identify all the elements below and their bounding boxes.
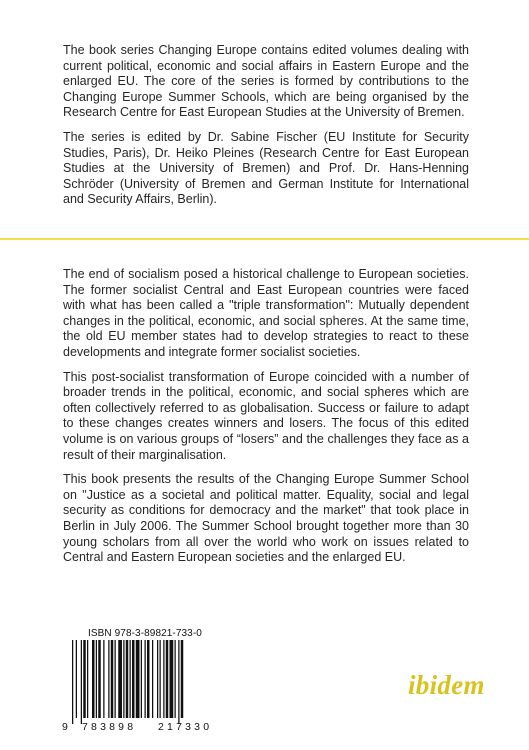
barcode-bar bbox=[96, 640, 97, 718]
barcode-bar bbox=[118, 640, 122, 718]
series-description bbox=[63, 43, 469, 217]
barcode-bar bbox=[175, 640, 176, 718]
barcode-bar bbox=[181, 640, 184, 718]
barcode-bar bbox=[98, 640, 101, 718]
series-paragraph-2: The series is edited by Dr. Sabine Fischer (EU Institute for Security Studies, Paris), Dr. Heiko Pleines (Research Centre for East European Studies at the University of Bremen) and Prof. Dr. Hans-Henning Schröder (University of Bremen and German Institute for International and Security Affairs, Berlin). bbox=[63, 129, 469, 207]
barcode-bar bbox=[87, 640, 88, 718]
barcode-bar bbox=[108, 640, 109, 718]
barcode-bar bbox=[170, 640, 174, 718]
barcode-bar bbox=[163, 640, 164, 718]
yellow-divider bbox=[0, 238, 529, 240]
barcode-bar bbox=[81, 640, 82, 724]
barcode-bar bbox=[178, 640, 179, 724]
blurb-paragraph-3: This book presents the results of the Changing Europe Summer School on "Justice as a societal and political matter. Equality, social and legal security as conditions for democracy and the market" that took place in Berlin in July 2006. The Summer School brought together more than 30 young scholars from all over the world who work on issues related to Central and Eastern European societies and the enlarged EU. bbox=[63, 472, 469, 565]
barcode-bar bbox=[136, 640, 140, 718]
barcode-bar bbox=[160, 640, 161, 718]
barcode-bar bbox=[130, 640, 131, 718]
barcode-bar bbox=[145, 640, 146, 718]
barcode-bar bbox=[166, 640, 169, 718]
barcode-bar bbox=[157, 640, 158, 718]
barcode-bar bbox=[111, 640, 114, 718]
barcode-bar bbox=[123, 640, 124, 718]
barcode-bar bbox=[132, 640, 135, 718]
barcode-bar bbox=[147, 640, 150, 718]
publisher-logo: ibidem bbox=[408, 670, 485, 700]
isbn-barcode bbox=[62, 628, 232, 734]
isbn-label: ISBN 978-3-89821-733-0 bbox=[88, 628, 202, 639]
barcode-bar bbox=[83, 640, 86, 718]
barcode-bars bbox=[62, 640, 232, 724]
barcode-bar bbox=[115, 640, 116, 718]
blurb-paragraph-1: The end of socialism posed a historical challenge to European societies. The former socialist Central and East European countries were faced with what has been called a "triple transformation": Mutually dependent changes in the political, economic, and social spheres. At the same time, the old EU member states had to develop strategies to react to these developments and integrate former socialist societies. bbox=[63, 267, 469, 359]
barcode-bar bbox=[103, 640, 104, 718]
barcode-bar bbox=[141, 640, 142, 718]
barcode-digits-right: 217330 bbox=[158, 721, 213, 733]
blurb-paragraph-2: This post-socialist transformation of Europe coincided with a number of broader trends in the political, economic, and social spheres which are often collectively referred to as globalisation. Success or failure to adapt to these changes creates winners and losers. The focus of this edited volume is on various groups of “losers” and the challenges they face as a result of their marginalisation. bbox=[63, 369, 469, 462]
book-blurb bbox=[63, 267, 469, 575]
barcode-bar bbox=[76, 640, 77, 718]
barcode-digit-lead: 9 bbox=[62, 721, 68, 733]
barcode-bar bbox=[126, 640, 129, 718]
barcode-bar bbox=[152, 640, 153, 718]
barcode-bar bbox=[92, 640, 95, 718]
series-paragraph-1: The book series Changing Europe contains edited volumes dealing with current political, economic and social affairs in Eastern Europe and the enlarged EU. The core of the series is formed by contributions to the Changing Europe Summer Schools, which are being organised by the Research Centre for East European Studies at the University of Bremen. bbox=[63, 43, 469, 120]
barcode-bar bbox=[72, 640, 73, 724]
barcode-digits-left: 783898 bbox=[82, 721, 137, 733]
